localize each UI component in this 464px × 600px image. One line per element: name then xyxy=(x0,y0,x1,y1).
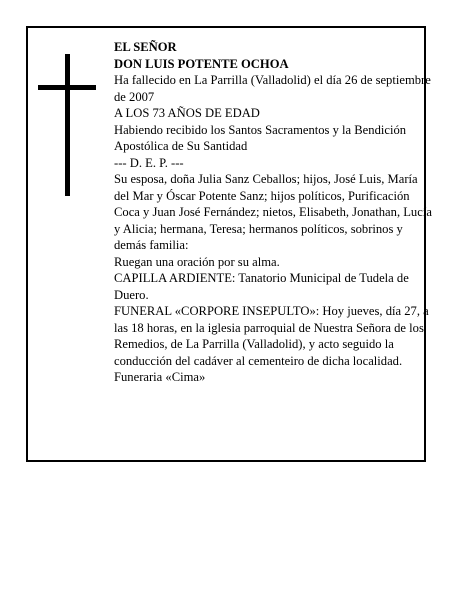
sacraments-line: Habiendo recibido los Santos Sacramentos y la Bendición Apostólica de Su Santidad xyxy=(114,122,407,153)
family-paragraph: Su esposa, doña Julia Sanz Ceballos; hijos, José Luis, María del Mar y Óscar Potente Sanz; hijos políticos, Purificación Coca y Juan José Fernández; nietos, Elisabeth, Jonathan, Lucía y Alicia; hermana, Teresa; hermanos políticos, sobrinos y demás familia: xyxy=(114,172,432,252)
obituary-text xyxy=(114,39,434,386)
heading-name: DON LUIS POTENTE OCHOA xyxy=(114,56,289,71)
cross-icon xyxy=(65,54,70,196)
age-line: A LOS 73 AÑOS DE EDAD xyxy=(114,106,260,120)
heading-line-1: EL SEÑOR xyxy=(114,40,177,54)
chapel-paragraph: CAPILLA ARDIENTE: Tanatorio Municipal de Tudela de Duero. xyxy=(114,271,409,302)
rip-line: --- D. E. P. --- xyxy=(114,155,184,170)
funeral-paragraph: FUNERAL «CORPORE INSEPULTO»: Hoy jueves, día 27, a las 18 horas, en la iglesia parroquial de Nuestra Señora de los Remedios, de La Parrilla (Valladolid), y acto seguido la conducción del cadáver al cementeiro de dicha localidad. xyxy=(114,304,429,368)
death-notice: Ha fallecido en La Parrilla (Valladolid) el día 26 de septiembre de 2007 xyxy=(114,73,431,104)
funeral-home-line: Funeraria «Cima» xyxy=(114,370,206,384)
prayer-line: Ruegan una oración por su alma. xyxy=(114,254,280,269)
cross-icon-bar xyxy=(38,85,96,90)
